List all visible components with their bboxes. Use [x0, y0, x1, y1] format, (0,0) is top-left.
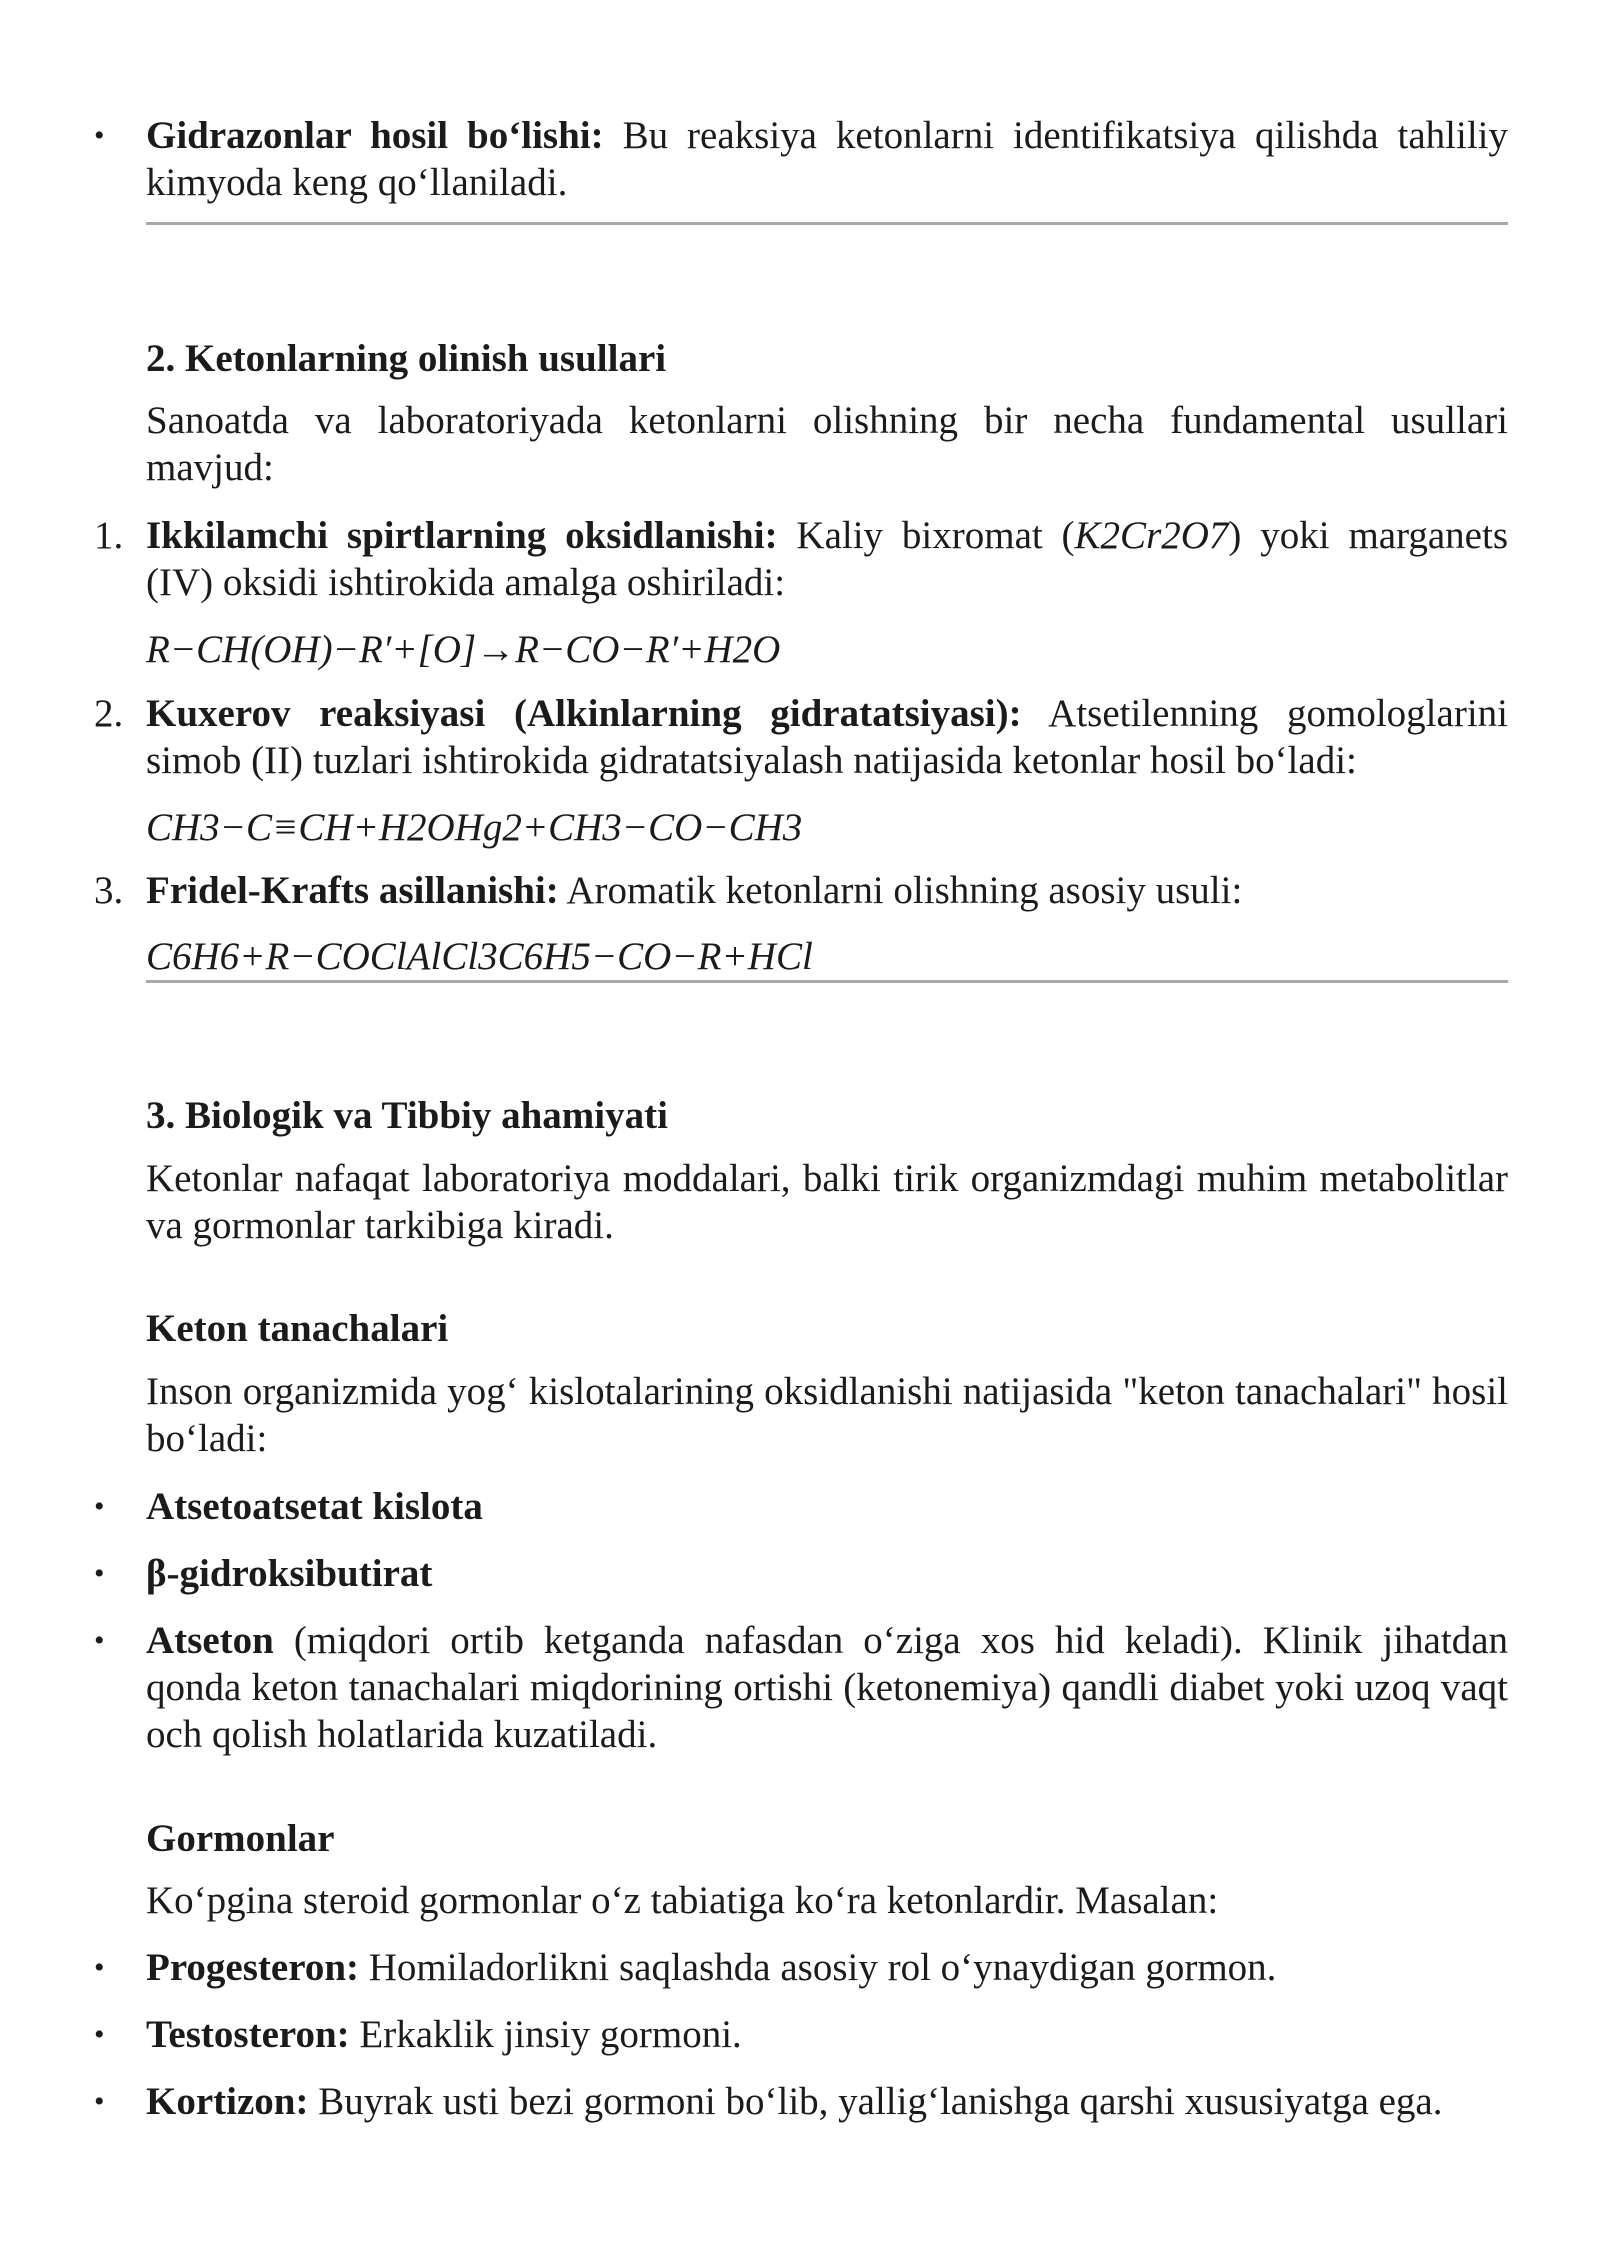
bullet-glyph: •: [94, 1490, 105, 1523]
bullet-glyph: •: [94, 119, 105, 152]
item-text: Bu reaksiya ketonlarni identifikatsiya qilishda tahliliy kimyoda keng qo‘llaniladi.: [146, 114, 1508, 204]
bullet-glyph: •: [94, 2018, 105, 2051]
section-divider: [146, 222, 1508, 225]
list-number: 3.: [94, 869, 124, 912]
reaction-formula: CH3−C≡CH+H2OHg2+CH3−CO−CH3: [146, 806, 803, 849]
reaction-formula: R−CH(OH)−R′+[O]→R−CO−R′+H2O: [146, 628, 781, 671]
bullet-glyph: •: [94, 1624, 105, 1657]
list-item-atsetoatsetat: [146, 1483, 1508, 1530]
list-item-kortizon: [146, 2078, 1508, 2125]
subsection-heading: Gormonlar: [146, 1817, 335, 1860]
item-title: Kortizon:: [146, 2080, 309, 2123]
bullet-glyph: •: [94, 1557, 105, 1590]
item-title: Fridel-Krafts asillanishi:: [146, 869, 559, 912]
item-title: Testosteron:: [146, 2013, 350, 2056]
item-title: Ikkilamchi spirtlarning oksidlanishi:: [146, 514, 778, 557]
list-item-testosteron: [146, 2011, 1508, 2058]
item-text: Erkaklik jinsiy gormoni.: [349, 2013, 742, 2056]
item-title: Gidrazonlar hosil bo‘lishi:: [146, 114, 604, 157]
section-heading: 2. Ketonlarning olinish usullari: [146, 337, 667, 380]
list-item-method-2: [146, 690, 1508, 784]
reaction-formula: C6H6+R−COClAlCl3C6H5−CO−R+HCl: [146, 935, 813, 978]
list-item-method-1: [146, 512, 1508, 606]
item-text: (miqdori ortib ketganda nafasdan o‘ziga xos hid keladi). Klinik jihatdan qonda keton tanachalari miqdorining ortishi (ketonemiya) qandli diabet yoki uzoq vaqt och qolish holatlarida kuzatiladi.: [146, 1619, 1508, 1756]
reagent-formula: K2Cr2O7: [1074, 514, 1229, 557]
list-item-progesteron: [146, 1944, 1508, 1991]
list-number: 1.: [94, 514, 124, 557]
item-title: Atsetoatsetat kislota: [146, 1485, 483, 1528]
section-divider: [146, 980, 1508, 983]
item-text: Kaliy bixromat (: [777, 514, 1075, 557]
section-intro: Ketonlar nafaqat laboratoriya moddalari, balki tirik organizmdagi muhim metabolitlar va gormonlar tarkibiga kiradi.: [146, 1157, 1508, 1247]
item-title: β-gidroksibutirat: [146, 1552, 433, 1595]
list-number: 2.: [94, 692, 124, 735]
bullet-glyph: •: [94, 1951, 105, 1984]
item-text: Homiladorlikni saqlashda asosiy rol o‘ynaydigan gormon.: [359, 1946, 1277, 1989]
subsection-intro: Ko‘pgina steroid gormonlar o‘z tabiatiga ko‘ra ketonlardir. Masalan:: [146, 1879, 1219, 1922]
subsection-intro: Inson organizmida yog‘ kislotalarining oksidlanishi natijasida "keton tanachalari" hosil bo‘ladi:: [146, 1370, 1508, 1460]
subsection-heading: Keton tanachalari: [146, 1307, 449, 1350]
item-text: ) yoki marganets (IV) oksidi ishtirokida amalga oshiriladi:: [146, 514, 1509, 604]
item-title: Atseton: [146, 1619, 274, 1662]
section-intro: Sanoatda va laboratoriyada ketonlarni olishning bir necha fundamental usullari mavjud:: [146, 399, 1508, 489]
list-item-method-3: [146, 867, 1508, 914]
item-title: Progesteron:: [146, 1946, 359, 1989]
item-text: Aromatik ketonlarni olishning asosiy usuli:: [558, 869, 1243, 912]
item-title: Kuxerov reaksiyasi (Alkinlarning gidratatsiyasi):: [146, 692, 1022, 735]
item-text: Atsetilenning gomologlarini simob (II) tuzlari ishtirokida gidratatsiyalash natijasida ketonlar hosil bo‘ladi:: [146, 692, 1508, 782]
list-item-atseton: [146, 1617, 1508, 1758]
bullet-glyph: •: [94, 2085, 105, 2118]
item-text: Buyrak usti bezi gormoni bo‘lib, yallig‘lanishga qarshi xususiyatga ega.: [308, 2080, 1443, 2123]
list-item-gidrazonlar: [146, 112, 1508, 206]
list-item-gidroksibutirat: [146, 1550, 1508, 1597]
section-heading: 3. Biologik va Tibbiy ahamiyati: [146, 1094, 668, 1137]
